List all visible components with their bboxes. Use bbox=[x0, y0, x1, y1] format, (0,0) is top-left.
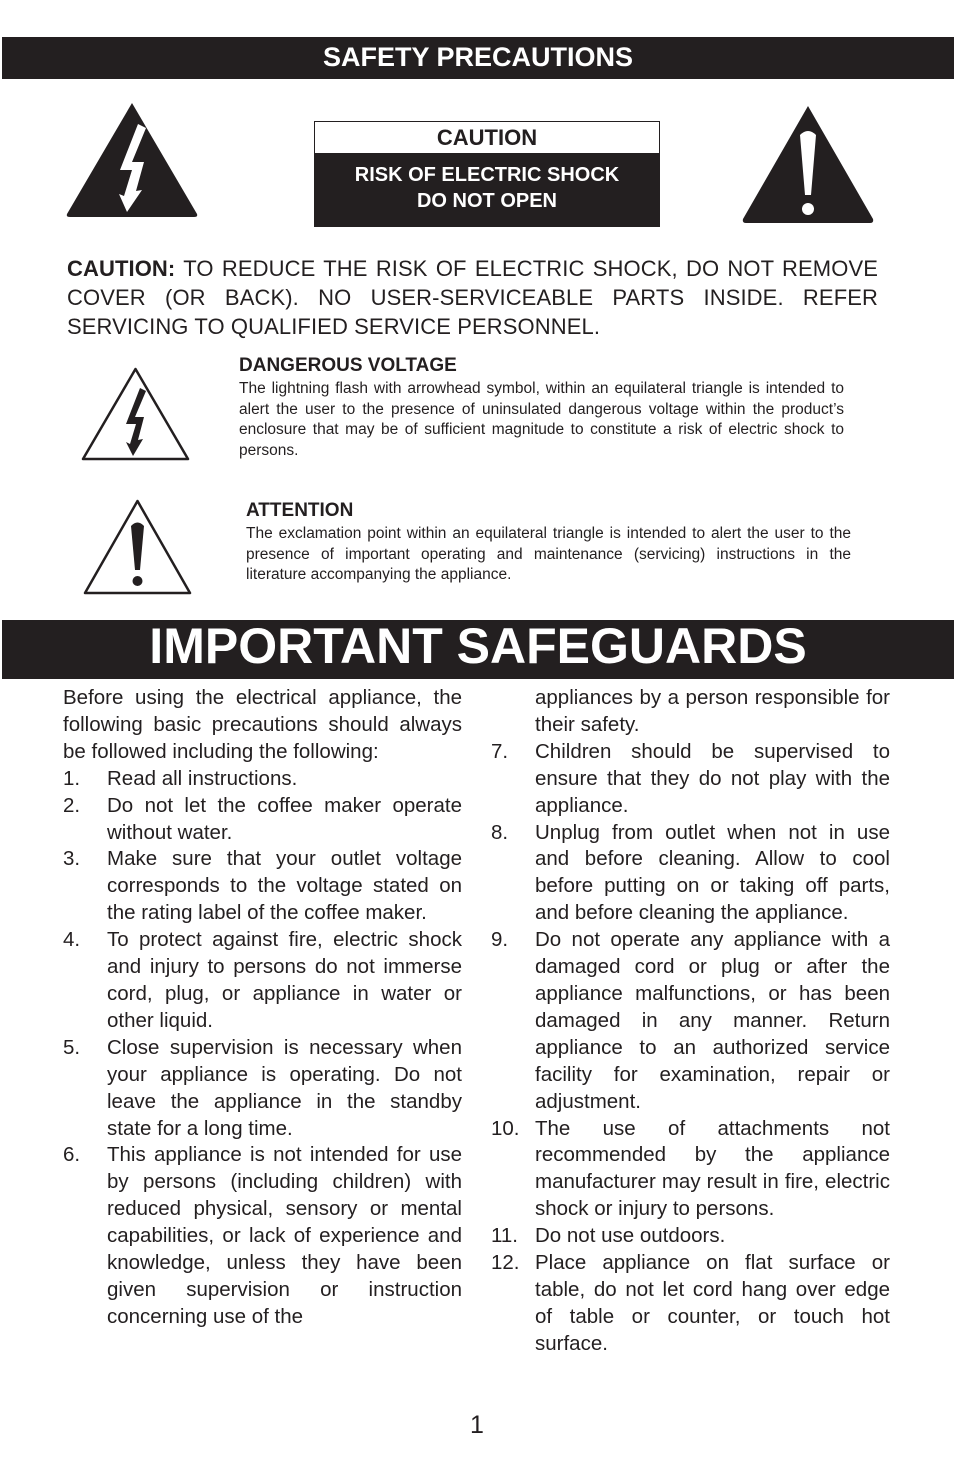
list-item-text: Make sure that your outlet voltage corresponds to the voltage stated on the rating label of the coffee maker. bbox=[107, 847, 462, 925]
list-item-number: 7. bbox=[491, 739, 509, 763]
list-item-text: appliances by a person responsible for their safety. bbox=[535, 686, 890, 736]
list-item-number: 9. bbox=[491, 928, 509, 952]
list-item bbox=[491, 1250, 890, 1358]
safeguards-title: IMPORTANT SAFEGUARDS bbox=[149, 618, 807, 674]
list-item-number: 5. bbox=[63, 1035, 81, 1059]
list-item bbox=[491, 739, 890, 820]
caution-statement bbox=[67, 254, 878, 341]
list-item-text: Read all instructions. bbox=[107, 766, 298, 790]
list-item-text: This appliance is not intended for use by persons (including children) with reduced physical, sensory or mental capabilities, or lack of experience and knowledge, unless they have been given supervision or instruction concerning use of the bbox=[107, 1143, 462, 1328]
list-item-text: Do not let the coffee maker operate without water. bbox=[107, 793, 462, 844]
list-item bbox=[63, 846, 462, 927]
dangerous-voltage-heading: DANGEROUS VOLTAGE bbox=[239, 355, 457, 376]
list-item bbox=[63, 766, 462, 793]
page-number: 1 bbox=[470, 1411, 484, 1439]
list-item bbox=[63, 1035, 462, 1143]
section-title: SAFETY PRECAUTIONS bbox=[322, 42, 634, 72]
safeguards-column-right bbox=[491, 685, 890, 1358]
list-item-number: 10. bbox=[491, 1116, 520, 1140]
exclamation-warning-icon bbox=[740, 103, 876, 224]
list-item-text: Do not use outdoors. bbox=[535, 1224, 726, 1248]
safeguards-intro: Before using the electrical appliance, the following basic precautions should always be followed including the following: bbox=[63, 686, 462, 763]
caution-label-line: DO NOT OPEN bbox=[416, 190, 557, 212]
exclamation-outline-icon bbox=[82, 498, 193, 596]
list-item bbox=[491, 1223, 890, 1250]
safeguards-column-left bbox=[63, 685, 462, 1331]
list-item bbox=[63, 927, 462, 1035]
list-item-text: Unplug from outlet when not in use and before cleaning. Allow to cool before putting on or taking off parts, and before cleaning the appliance. bbox=[535, 820, 890, 925]
caution-label-title: CAUTION bbox=[436, 125, 538, 150]
list-item-continuation bbox=[491, 685, 890, 739]
list-item-text: Do not operate any appliance with a damaged cord or plug or after the appliance malfunctions, or has been damaged in any manner. Return appliance to an authorized service facility for examination, repair or adjustment. bbox=[535, 928, 890, 1113]
list-item-text: Place appliance on flat surface or table, do not let cord hang over edge of table or counter, or touch hot surface. bbox=[535, 1251, 890, 1355]
list-item-text: Children should be supervised to ensure that they do not play with the appliance. bbox=[535, 739, 890, 817]
list-item-number: 2. bbox=[63, 793, 81, 817]
list-item-number: 11. bbox=[491, 1224, 518, 1248]
attention-heading: ATTENTION bbox=[246, 500, 354, 521]
list-item bbox=[63, 793, 462, 847]
list-item bbox=[491, 927, 890, 1115]
attention-block bbox=[246, 500, 851, 586]
list-item bbox=[63, 1142, 462, 1330]
list-item-text: Close supervision is necessary when your appliance is operating. Do not leave the appliance in the standby state for a long time. bbox=[107, 1035, 462, 1140]
dangerous-voltage-block bbox=[239, 355, 844, 461]
caution-statement-label: CAUTION: bbox=[67, 256, 176, 281]
list-item-number: 8. bbox=[491, 820, 509, 844]
section-header bbox=[2, 37, 954, 79]
list-item-text: To protect against fire, electric shock and injury to persons do not immerse cord, plug, or appliance in water or other liquid. bbox=[107, 928, 462, 1032]
attention-text: The exclamation point within an equilateral triangle is intended to alert the user to the presence of important operating and maintenance (servicing) instructions in the literature accompanying the appliance. bbox=[246, 525, 851, 583]
list-item-text: The use of attachments not recommended by the appliance manufacturer may result in fire, electric shock or injury to persons. bbox=[535, 1116, 890, 1221]
caution-statement-text: TO REDUCE THE RISK OF ELECTRIC SHOCK, DO NOT REMOVE COVER (OR BACK). NO USER-SERVICEABLE PARTS INSIDE. REFER SERVICING TO QUALIFIED SERVICE PERSONNEL. bbox=[67, 256, 878, 339]
list-item-number: 1. bbox=[63, 766, 81, 790]
list-item-number: 12. bbox=[491, 1251, 520, 1275]
list-item bbox=[491, 820, 890, 928]
lightning-warning-icon bbox=[64, 100, 200, 218]
lightning-outline-icon bbox=[80, 366, 191, 462]
dangerous-voltage-text: The lightning flash with arrowhead symbol, within an equilateral triangle is intended to alert the user to the presence of uninsulated dangerous voltage within the product’s enclosure that may be of sufficient magnitude to constitute a risk of electric shock to persons. bbox=[239, 380, 844, 459]
safeguards-header bbox=[2, 620, 954, 679]
caution-label-body bbox=[315, 153, 659, 226]
list-item-number: 6. bbox=[63, 1143, 81, 1167]
list-item-number: 4. bbox=[63, 928, 81, 952]
list-item-number: 3. bbox=[63, 847, 81, 871]
list-item bbox=[491, 1116, 890, 1224]
caution-label-line: RISK OF ELECTRIC SHOCK bbox=[354, 164, 620, 186]
caution-label-box bbox=[314, 121, 660, 227]
